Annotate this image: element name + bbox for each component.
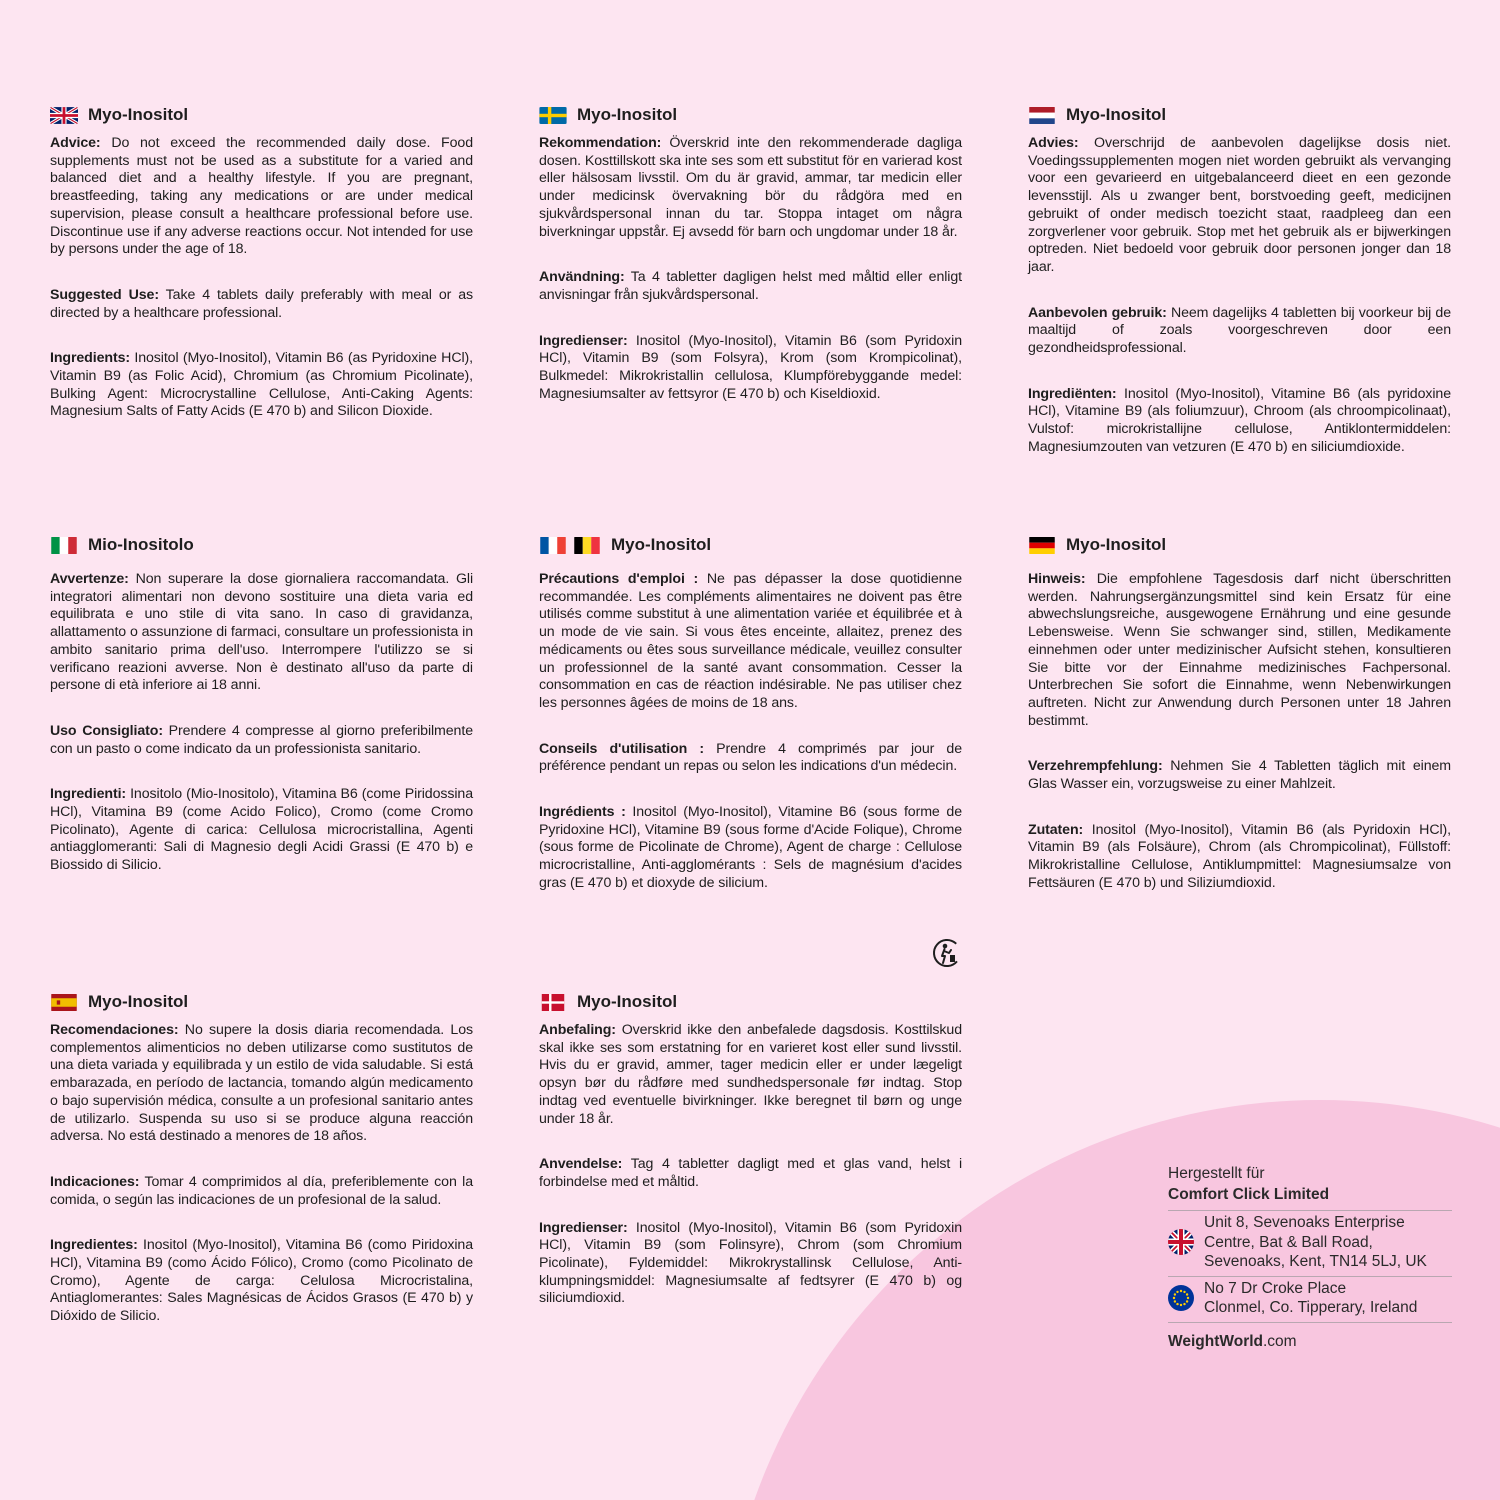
advice-text: Overskrid ikke den anbefalede dagsdosis. Kosttilskud skal ikke ses som erstatning for en varieret kost eller sund livsstil. Hvis du er gravid, ammer, tager medicin eller er under lægeligt opsyn bør du rådføre med sundhedspersonale før indtag. Stop indtag ved eventuelle bivirkninger. Ikke beregnet til børn og unge under 18 år. (539, 1022, 962, 1127)
section-header (50, 990, 473, 1014)
denmark-flag-icon (539, 994, 567, 1011)
use-label: Uso Consigliato: (50, 722, 163, 739)
ingredients-label: Ingredientes: (50, 1237, 138, 1254)
advice-text: Overschrijd de aanbevolen dagelijkse dosis niet. Voedingssupplementen mogen niet worden gebruikt als vervanging voor een gevarieerd en uitgebalanceerd dieet en een gezonde levensstijl. Als u zwanger bent, borstvoeding geeft, medicijnen gebruikt of onder medisch toezicht staat, raadpleeg dan een zorgverlener voor gebruik. Stop met het gebruik als er bijwerkingen optreden. Niet bedoeld voor gebruik door personen jonger dan 18 jaar. (1028, 135, 1451, 275)
ingredients-text: Inositol (Myo-Inositol), Vitamine B6 (sous forme de Pyridoxine HCl), Vitamine B9 (sous forme d'Acide Folique), Chrome (sous forme de Picolinate de Chrome), Agent de charge : Cellulose microcristalline, Anti-agglomérants : Sels de magnésium d'acides gras (E 470 b) et dioxyde de silicium. (539, 804, 962, 891)
use-text: Nehmen Sie 4 Tabletten täglich mit einem Glas Wasser ein, vorzugsweise zu einer Mahlzeit. (1028, 758, 1451, 793)
ingredients-text: Inositol (Myo-Inositol), Vitamin B6 (als Pyridoxin HCl), Vitamin B9 (als Folsäure), Chrom (als Chrompicolinat), Füllstoff: Mikrokristalline Cellulose, Antiklumpmittel: Magnesiumsalze von Fettsäuren (E 470 b) und Siliziumdioxid. (1028, 821, 1451, 891)
use-text: Tomar 4 comprimidos al día, preferiblemente con la comida, o según las indicaciones de un profesional de la salud. (50, 1173, 473, 1208)
uk-flag-icon (1168, 1229, 1194, 1255)
use-label: Suggested Use: (50, 286, 159, 303)
section-italian (50, 533, 473, 903)
section-header (50, 533, 473, 557)
advice-label: Avvertenze: (50, 571, 129, 587)
section-title: Myo-Inositol (1066, 535, 1167, 554)
advice-paragraph (539, 571, 962, 713)
advice-paragraph (1028, 135, 1451, 277)
ingredients-text: Inositol (Myo-Inositol), Vitamin B6 (som Pyridoxin HCl), Vitamin B9 (som Folinsyre), Chrom (som Chromium Picolinate), Fyldemiddel: Mikrokrystallinsk Cellulose, Anti-klumpningsmiddel: Magnesiumsalte af fedtsyrer (E 470 b) og siliciumdioxid. (539, 1219, 962, 1307)
section-title: Myo-Inositol (577, 992, 678, 1011)
spain-flag-icon (50, 994, 78, 1011)
advice-text: Do not exceed the recommended daily dose. Food supplements must not be used as a substitute for a varied and balanced diet and a healthy lifestyle. If you are pregnant, breastfeeding, taking any medications or are under medical supervision, please consult a healthcare professional before use. Discontinue use if any adverse reactions occur. Not intended for use by persons under the age of 18. (50, 135, 473, 258)
ingredients-label: Ingredients: (50, 350, 130, 367)
use-text: Neem dagelijks 4 tabletten bij voorkeur bij de maaltijd of zoals voorgeschreven door een gezondheidsprofessional. (1028, 304, 1451, 357)
ingredients-text: Inositol (Myo-Inositol), Vitamina B6 (como Piridoxina HCl), Vitamina B9 (como Ácido Fólico), Cromo (como Picolinato de Cromo), Agente de carga: Celulosa Microcristalina, Antiaglomerantes: Sales Magnésicas de Ácidos Grasos (E 470 b) y Dióxido de Silicio. (50, 1237, 473, 1325)
advice-paragraph (50, 135, 473, 259)
advice-label: Rekommendation: (539, 135, 662, 151)
ingredients-label: Ingredienser: (539, 332, 628, 349)
website-link[interactable] (1168, 1322, 1452, 1351)
website-domain: .com (1263, 1332, 1297, 1350)
section-header (539, 990, 962, 1014)
section-dutch (1028, 103, 1451, 485)
eu-address: No 7 Dr Croke Place Clonmel, Co. Tipperary, Ireland (1204, 1279, 1418, 1316)
advice-label: Précautions d'emploi : (539, 571, 699, 587)
ingredients-label: Ingredienti: (50, 786, 127, 803)
section-header (50, 103, 473, 127)
use-text: Prendere 4 compresse al giorno preferibilmente con un pasto o come indicato da un professionista sanitario. (50, 722, 473, 757)
section-title: Myo-Inositol (88, 992, 189, 1011)
use-paragraph (50, 1174, 473, 1209)
section-spanish (50, 990, 473, 1354)
uk-address-row (1168, 1210, 1452, 1276)
advice-text: No supere la dosis diaria recomendada. Los complementos alimenticios no deben utilizarse como sustitutos de una dieta variada y equilibrada y un estilo de vida saludable. Si está embarazada, en período de lactancia, tomando algún medicamento o bajo supervisión médica, consulte a un profesional sanitario antes de utilizarlo. Suspenda su uso si se produce alguna reacción adversa. No está destinado a menores de 18 años. (50, 1022, 473, 1145)
use-text: Prendre 4 comprimés par jour de préférence pendant un repas ou selon les indications d'un médecin. (539, 740, 962, 775)
use-paragraph (539, 741, 962, 776)
section-title: Myo-Inositol (1066, 105, 1167, 124)
section-header (1028, 533, 1451, 557)
section-swedish (539, 103, 962, 431)
manufacturer-block (1168, 1163, 1452, 1351)
ingredients-paragraph (1028, 822, 1451, 893)
advice-text: Die empfohlene Tagesdosis darf nicht überschritten werden. Nahrungsergänzungsmittel sind kein Ersatz für eine abwechslungsreiche, ausgewogene Ernährung und eine gesunde Lebensweise. Wenn Sie schwanger sind, stillen, Medikamente einnehmen oder unter medizinischer Aufsicht stehen, konsultieren Sie bitte vor der Einnahme medizinisches Fachpersonal. Unterbrechen Sie sofort die Einnahme, wenn Nebenwirkungen auftreten. Nicht zur Anwendung durch Personen unter 18 Jahren bestimmt. (1028, 571, 1451, 729)
uk-flag-icon (50, 107, 78, 124)
ingredients-text: Inositol (Myo-Inositol), Vitamin B6 (as Pyridoxine HCl), Vitamin B9 (as Folic Acid), Chromium (as Chromium Picolinate), Bulking Agent: Microcrystalline Cellulose, Anti-Caking Agents: Magnesium Salts of Fatty Acids (E 470 b) and Silicon Dioxide. (50, 350, 473, 420)
ingredients-paragraph (50, 1237, 473, 1326)
ingredients-label: Ingrédients : (539, 804, 626, 821)
ingredients-paragraph (539, 333, 962, 404)
italy-flag-icon (50, 537, 78, 554)
section-title: Myo-Inositol (611, 535, 712, 554)
ingredients-paragraph (1028, 386, 1451, 457)
advice-label: Hinweis: (1028, 571, 1086, 587)
advice-paragraph (539, 1022, 962, 1128)
use-label: Verzehrempfehlung: (1028, 758, 1163, 775)
ingredients-text: Inositol (Myo-Inositol), Vitamin B6 (som Pyridoxin HCl), Vitamin B9 (som Folsyra), Krom (som Krompicolinat), Bulkmedel: Mikrokristallin cellulosa, Klumpförebyggande medel: Magnesiumsalter av fettsyror (E 470 b) och Kiseldioxid. (539, 332, 962, 402)
ingredients-text: Inositolo (Mio-Inositolo), Vitamina B6 (come Piridossina HCl), Vitamina B9 (come Acido Folico), Cromo (come Cromo Picolinato), Agente di carica: Cellulosa microcristallina, Agenti antiagglomeranti: Sali di Magnesio degli Acidi Grassi (E 470 b) e Biossido di Silicio. (50, 786, 473, 874)
section-german (1028, 533, 1451, 921)
advice-text: Non superare la dose giornaliera raccomandata. Gli integratori alimentari non devono sostituire una dieta varia ed equilibrata e uno stile di vita sano. In caso di gravidanza, allattamento o assunzione di farmaci, consultare un professionista in ambito sanitario prima dell'uso. Interrompere l'utilizzo se si verificano reazioni avverse. Non è destinato all'uso da parte di persone di età inferiore ai 18 anni. (50, 571, 473, 694)
advice-label: Advice: (50, 135, 101, 151)
france-flag-icon (539, 537, 567, 554)
ingredients-paragraph (539, 1220, 962, 1309)
use-text: Tag 4 tabletter dagligt med et glas vand, helst i forbindelse med et måltid. (539, 1156, 962, 1190)
ingredients-label: Ingrediënten: (1028, 385, 1117, 402)
section-title: Mio-Inositolo (88, 535, 194, 554)
ingredients-paragraph (539, 804, 962, 893)
advice-text: Ne pas dépasser la dose quotidienne recommandée. Les compléments alimentaires ne doivent pas être utilisés comme substitut à une alimentation variée et équilibrée et à un mode de vie sain. Si vous êtes enceinte, allaitez, prenez des médicaments ou êtes sous surveillance médicale, veuillez consulter un professionnel de la santé avant consommation. Cesser la consommation en cas de réaction indésirable. Ne pas utiliser chez les personnes âgées de moins de 18 ans. (539, 571, 962, 711)
use-paragraph (50, 723, 473, 758)
germany-flag-icon (1028, 537, 1056, 554)
use-label: Conseils d'utilisation : (539, 740, 704, 757)
advice-paragraph (50, 571, 473, 695)
use-label: Indicaciones: (50, 1173, 140, 1190)
advice-paragraph (539, 135, 962, 241)
eu-flag-icon (1168, 1285, 1194, 1311)
use-paragraph (50, 287, 473, 322)
netherlands-flag-icon (1028, 107, 1056, 124)
section-english (50, 103, 473, 449)
section-header (539, 103, 962, 127)
section-danish (539, 990, 962, 1336)
use-label: Anvendelse: (539, 1156, 623, 1173)
manufactured-for-label: Hergestellt für (1168, 1165, 1265, 1182)
section-french (539, 533, 962, 921)
ingredients-label: Ingredienser: (539, 1219, 628, 1236)
use-label: Användning: (539, 269, 625, 286)
use-paragraph (539, 1156, 962, 1191)
section-title: Myo-Inositol (88, 105, 189, 124)
advice-text: Överskrid inte den rekommenderade dagliga dosen. Kosttillskott ska inte ses som ett substitut för en varierad kost eller hälsosam livsstil. Om du är gravid, ammar, tar medicin eller under medicinsk övervakning bör du rådgöra med en sjukvårdspersonal innan du tar. Stoppa intaget om några biverkningar uppstår. Ej avsedd för barn och ungdomar under 18 år. (539, 135, 962, 240)
ingredients-text: Inositol (Myo-Inositol), Vitamine B6 (als pyridoxine HCl), Vitamine B9 (als foliumzuur), Chroom (als chroompicolinaat), Vulstof: microkristallijne cellulose, Antiklontermiddelen: Magnesiumzouten van vetzuren (E 470 b) en siliciumdioxide. (1028, 385, 1451, 455)
ingredients-paragraph (50, 786, 473, 875)
use-text: Ta 4 tabletter dagligen helst med måltid eller enligt anvisningar från sjukvårdspersonal. (539, 269, 962, 303)
section-title: Myo-Inositol (577, 105, 678, 124)
use-paragraph (1028, 305, 1451, 358)
use-paragraph (1028, 758, 1451, 793)
uk-address: Unit 8, Sevenoaks Enterprise Centre, Bat & Ball Road, Sevenoaks, Kent, TN14 5LJ, UK (1204, 1214, 1427, 1270)
use-text: Take 4 tablets daily preferably with meal or as directed by a healthcare professional. (50, 286, 473, 321)
belgium-flag-icon (573, 537, 601, 554)
advice-label: Advies: (1028, 135, 1079, 151)
advice-label: Anbefaling: (539, 1022, 616, 1038)
use-label: Aanbevolen gebruik: (1028, 304, 1167, 321)
section-header (539, 533, 962, 557)
website-brand: WeightWorld (1168, 1332, 1263, 1350)
advice-paragraph (50, 1022, 473, 1146)
ingredients-label: Zutaten: (1028, 821, 1084, 838)
use-paragraph (539, 269, 962, 304)
tidyman-recycle-icon (932, 938, 962, 968)
advice-label: Recomendaciones: (50, 1022, 179, 1038)
eu-address-row (1168, 1276, 1452, 1322)
ingredients-paragraph (50, 350, 473, 421)
advice-paragraph (1028, 571, 1451, 730)
company-name: Comfort Click Limited (1168, 1186, 1330, 1203)
sweden-flag-icon (539, 107, 567, 124)
section-header (1028, 103, 1451, 127)
